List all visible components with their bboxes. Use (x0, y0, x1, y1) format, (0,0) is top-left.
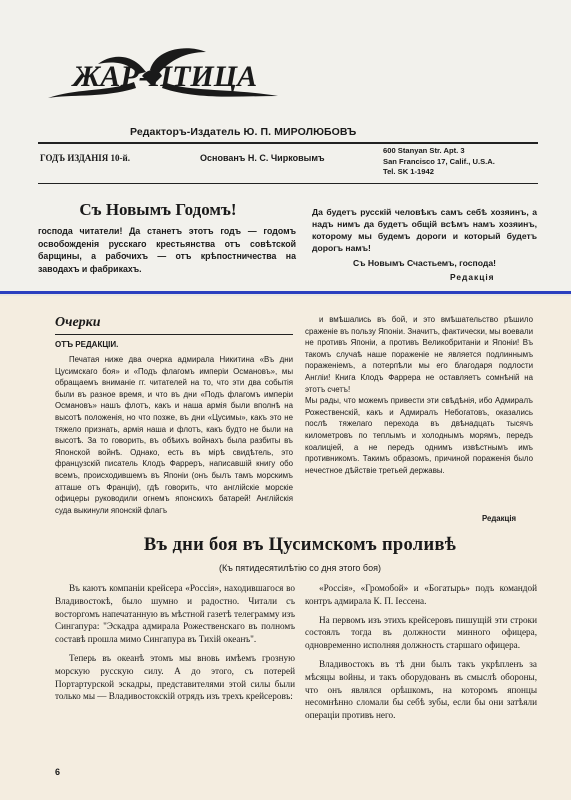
article-subtitle: (Къ пятидесятилѣтію со дня этого боя) (219, 563, 381, 573)
divider (38, 183, 538, 184)
masthead-logo (38, 42, 293, 112)
publication-year: ГОДЪ ИЗДАНІЯ 10-й. (40, 153, 130, 163)
divider (38, 142, 538, 144)
article-column-left (55, 582, 295, 703)
paragraph: «Россія», «Громобой» и «Богатырь» подъ командой контръ адмирала К. П. Іессена. (305, 583, 537, 606)
editorial-signature: Редакція (482, 514, 517, 523)
article-column-right (305, 582, 537, 722)
new-year-text-left: господа читатели! Да станетъ этотъ годъ — годомъ освобожденія русскаго крестьянства отъ совѣтской барщины, а рабочихъ — отъ крѣпостничества на заводахъ и фабрикахъ. (38, 226, 296, 274)
page-number: 6 (55, 767, 61, 777)
paragraph: Въ каютъ компаніи крейсера «Россія», находившагося во Владивостокѣ, было шумно и радостно. Читали съ восторгомъ напечатанную въ мѣстной газетѣ телеграмму изъ Сингапура: "Эскадра адмирала Рожественскаго въ полномъ составѣ прошла мимо Сингапура въ Тихій океанъ". (55, 583, 295, 645)
editor-line: Редакторъ-Издатель Ю. П. МИРОЛЮБОВЪ (130, 126, 357, 138)
editorial-text-right (305, 314, 533, 476)
new-year-signature: Редакція (450, 272, 495, 282)
article-title: Въ дни боя въ Цусимскомъ проливѣ (143, 535, 457, 555)
new-year-text-right: Да будетъ русскій человѣкъ самъ себѣ хозяинъ, а надъ нимъ да будетъ общій всѣмъ намъ хозяинъ, которому мы будемъ дороги и который будетъ дорогъ намъ! (312, 207, 537, 253)
paragraph: Теперь въ океанѣ этомъ мы вновь имѣемъ грозную морскую русскую силу. А до этого, съ потерей Портартурской эскадры, представителями этой силы были только мы — Владивостокскій отрядъ изъ трехъ крейсеровъ: (55, 652, 295, 702)
paragraph: и вмѣшались въ бой, и это вмѣшательство рѣшило сраженіе въ пользу Японіи. Значитъ, фактически, мы воевали не противъ Японіи, а противъ Великобританіи и Японіи! Въ такомъ случаѣ наше пораженіе не является подлиннымъ пораженіемъ, а потерпѣли мы его благодаря подлости Англіи! Книга Клодъ Фаррера не оставляетъ сомнѣній на этотъ счетъ! Мы рады, что можемъ привести эти свѣдѣнія, ибо Адмиралъ Рожественскій, какъ и Адмиралъ Небогатовъ, оказались послѣ тяжелаго перехода въ двѣнадцать тысячъ километровъ по теплымъ и холоднымъ морямъ, передъ коалиціей, а не передъ однимъ извѣстнымъ имъ противникомъ. Такимъ образомъ, причиной пораженія было нечестное дѣйствіе третьей державы. (305, 315, 533, 475)
divider (55, 334, 293, 335)
founder-line: Основанъ Н. С. Чирковымъ (200, 153, 325, 163)
address-line: 600 Stanyan Str. Apt. 3 (383, 146, 465, 155)
address-block (383, 146, 495, 178)
new-year-title: Съ Новымъ Годомъ! (79, 200, 237, 219)
paragraph: Печатая ниже два очерка адмирала Никитина «Въ дни Цусимскаго боя» и «Подъ флагомъ имперіи Османовъ», мы обращаемъ вниманіе гг. читателей на то, что эти два событія были въ разное время, и что въ дни «Подъ флагомъ имперіи Османовъ» нашъ флотъ, какъ и наша армія были вполнѣ на высотѣ положенія, но что позже, въ дни «Цусимы», какъ это не тяжело признать, армія наша и флотъ, какъ будто не были на высотѣ. За то говорить, въ обѣихъ войнахъ была разбиты въ Японской войнѣ. Однако, есть въ мірѣ свидѣтель, это французскій писатель Клодъ Фарреръ, написавшій книгу обо всемъ, происходившемъ въ Японіи (онъ былъ тамъ морскимъ атташе отъ Франціи), гдѣ говорить, что англійскіе морскіе офицеры руководили огнемъ японскихъ батарей! Англійскія суда выкинули японскій флагъ (55, 355, 293, 515)
address-line: San Francisco 17, Calif., U.S.A. (383, 156, 495, 166)
section-title: Очерки (55, 315, 101, 330)
address-line: Tel. SK 1-1942 (383, 167, 434, 176)
logo-text: ЖАР-ПТИЦА (72, 60, 258, 93)
editorial-heading: ОТЪ РЕДАКЦІИ. (55, 340, 119, 349)
accent-rule (0, 291, 571, 294)
paragraph: Владивостокъ въ тѣ дни былъ такъ укрѣпленъ за мѣсяцы войны, и такъ оборудованъ въ смыслѣ обороны, что онъ являлся орѣшкомъ, на которомъ японцы несомнѣнно сломали бы себѣ зубы, если бы они затѣяли операціи противъ него. (305, 658, 537, 721)
new-year-greeting: Съ Новымъ Счастьемъ, господа! (353, 258, 496, 268)
editorial-text-left (55, 354, 293, 516)
paragraph: На первомъ изъ этихъ крейсеровъ пишущій эти строки состоялъ тогда въ должности минного офицера, одновременно исполняя должность старшаго офицера. (305, 614, 537, 651)
